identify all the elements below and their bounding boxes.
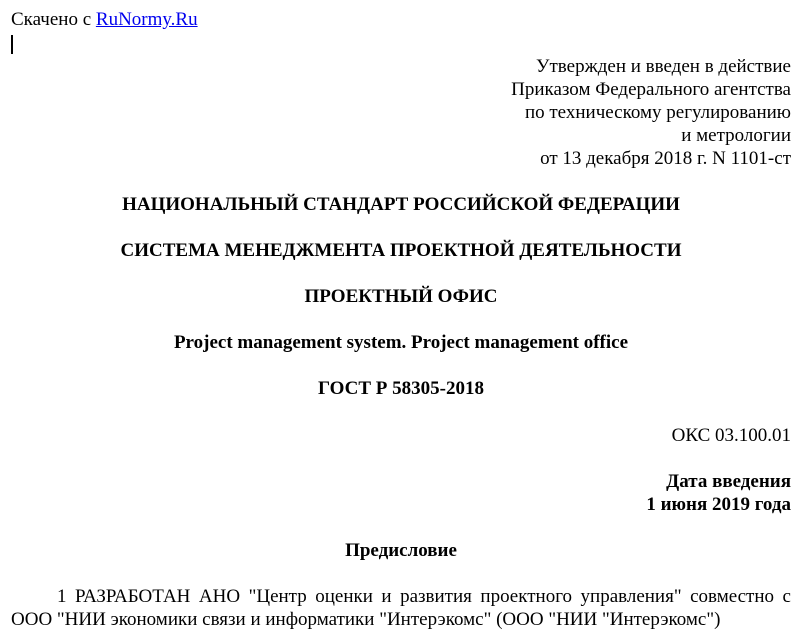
approval-line: по техническому регулированию [524, 102, 791, 123]
intro-date-block [646, 470, 791, 516]
foreword-title: Предисловие [345, 540, 457, 561]
foreword-paragraph: 1 РАЗРАБОТАН АНО "Центр оценки и развития проектного управления" совместно с ООО "НИИ экономики связи и информатики "Интерэкомс" (ООО "НИИ "Интерэкомс") [11, 586, 791, 630]
source-prefix: Скачено с [11, 9, 96, 30]
approval-line: и метрологии [681, 125, 791, 146]
approval-line: Приказом Федерального агентства [511, 79, 791, 100]
source-line [11, 9, 198, 31]
approval-block [511, 55, 791, 170]
intro-date-value: 1 июня 2019 года [646, 494, 791, 515]
intro-date-label: Дата введения [666, 471, 791, 492]
english-title: Project management system. Project management office [173, 332, 629, 353]
system-heading: СИСТЕМА МЕНЕДЖМЕНТА ПРОЕКТНОЙ ДЕЯТЕЛЬНОСТИ [120, 240, 682, 261]
subject-heading: ПРОЕКТНЫЙ ОФИС [304, 286, 498, 307]
source-link[interactable]: RuNormy.Ru [95, 9, 198, 30]
standard-designation: ГОСТ Р 58305-2018 [318, 378, 484, 399]
approval-line: от 13 декабря 2018 г. N 1101-ст [540, 148, 791, 169]
text-cursor [11, 35, 13, 54]
standard-type-heading: НАЦИОНАЛЬНЫЙ СТАНДАРТ РОССИЙСКОЙ ФЕДЕРАЦИИ [122, 194, 680, 215]
oks-code: ОКС 03.100.01 [671, 425, 791, 446]
approval-line: Утвержден и введен в действие [536, 56, 791, 77]
